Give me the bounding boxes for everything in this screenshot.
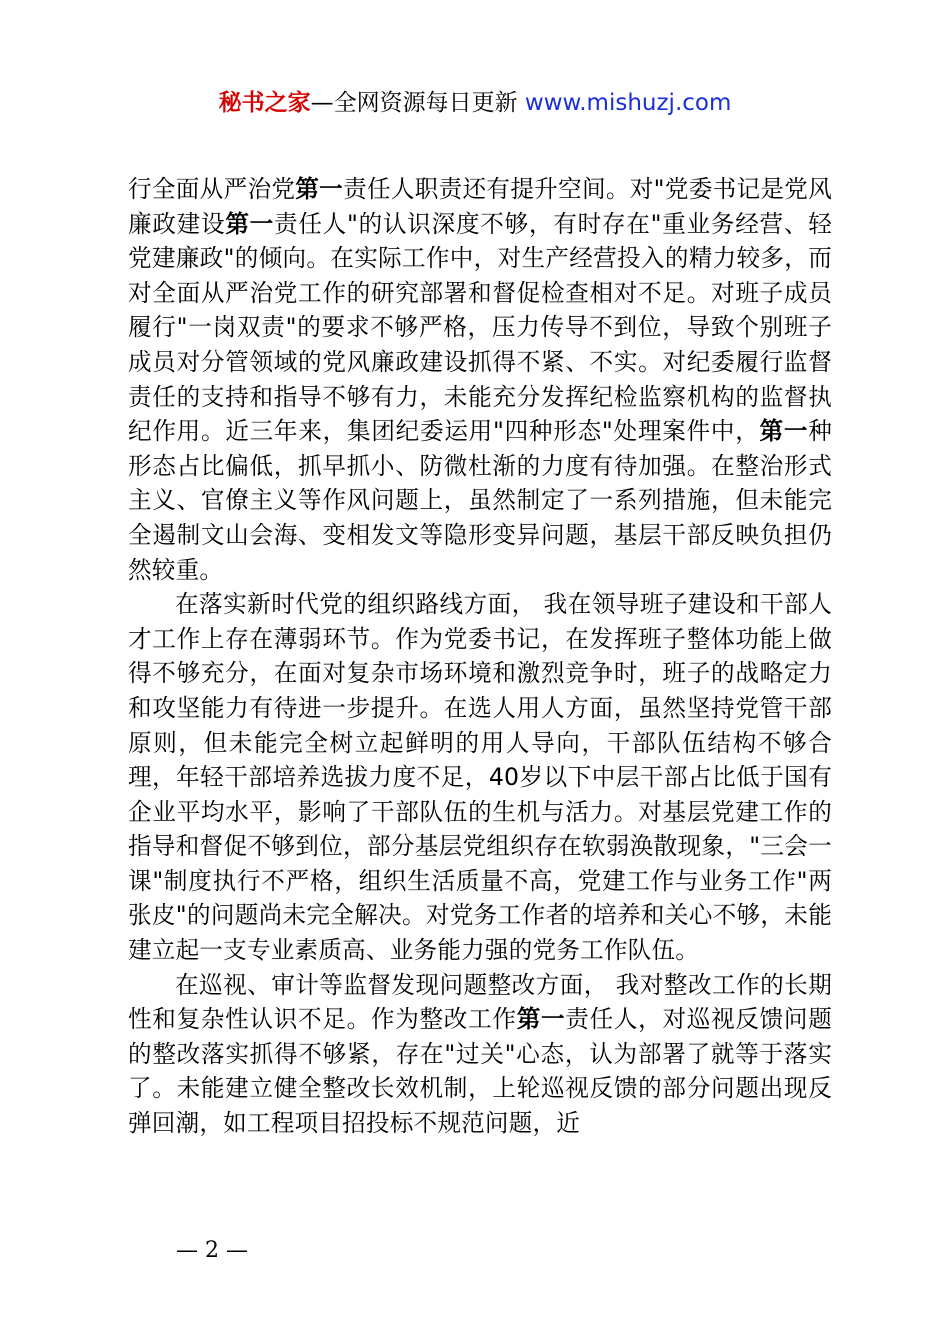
bold-text-segment: 第一: [295, 175, 344, 203]
text-segment: 责任人职责还有提升空间。对"党委书记是党风廉政建设: [128, 175, 832, 238]
paragraph-3: [128, 968, 832, 1141]
paragraph-2: [128, 587, 832, 968]
text-segment: 种形态占比偏低，抓早抓小、防微杜渐的力度有待加强。在整治形式主义、官僚主义等作风问题上，虽然制定了一系列措施，但未能完全遏制文山会海、变相发文等隐形变异问题，基层干部反映负担仍然较重。: [128, 417, 832, 584]
paragraph-1: [128, 172, 832, 587]
bold-text-segment: 第一: [516, 1005, 566, 1034]
page-number: — 2 —: [176, 1238, 248, 1263]
site-url-link[interactable]: www.mishuzj.com: [524, 90, 732, 116]
site-header: [0, 86, 950, 120]
header-tagline: —全网资源每日更新: [310, 90, 525, 116]
text-segment: 在落实新时代党的组织路线方面， 我在领导班子建设和干部人才工作上存在薄弱环节。作为党委书记，在发挥班子整体功能上做得不够充分，在面对复杂市场环境和激烈竞争时，班子的战略定力和攻坚能力有待进一步提升。在选人用人方面，虽然坚持党管干部原则，但未能完全树立起鲜明的用人导向，干部队伍结构不够合理，年轻干部培养选拔力度不足，40岁以下中层干部占比低于国有企业平均水平，影响了干部队伍的生机与活力。对基层党建工作的指导和督促不够到位，部分基层党组织存在软弱涣散现象，"三会一课"制度执行不严格，组织生活质量不高，党建工作与业务工作"两张皮"的问题尚未完全解决。对党务工作者的培养和关心不够，未能建立起一支专业素质高、业务能力强的党务工作队伍。: [128, 590, 832, 965]
text-segment: 责任人，对巡视反馈问题的整改落实抓得不够紧，存在"过关"心态，认为部署了就等于落实了。未能建立健全整改长效机制，上轮巡视反馈的部分问题出现反弹回潮，如工程项目招投标不规范问题，近: [128, 1005, 833, 1138]
text-segment: 责任人"的认识深度不够，有时存在"重业务经营、轻党建廉政"的倾向。在实际工作中，对生产经营投入的精力较多，而对全面从严治党工作的研究部署和督促检查相对不足。对班子成员履行"一岗双责"的要求不够严格，压力传导不到位，导致个别班子成员对分管领域的党风廉政建设抓得不紧、不实。对纪委履行监督责任的支持和指导不够有力，未能充分发挥纪检监察机构的监督执纪作用。近三年来，集团纪委运用"四种形态"处理案件中，: [128, 209, 832, 446]
document-body: [128, 172, 832, 1141]
brand-name: 秘书之家: [218, 90, 311, 116]
text-segment: 行全面从严治党: [128, 175, 296, 203]
text-segment: 在巡视、审计等监督发现问题整改方面， 我对整改工作的长期性和复杂性认识不足。作为整改工作: [128, 970, 832, 1034]
bold-text-segment: 第一: [759, 417, 809, 446]
bold-text-segment: 第一: [225, 209, 275, 238]
